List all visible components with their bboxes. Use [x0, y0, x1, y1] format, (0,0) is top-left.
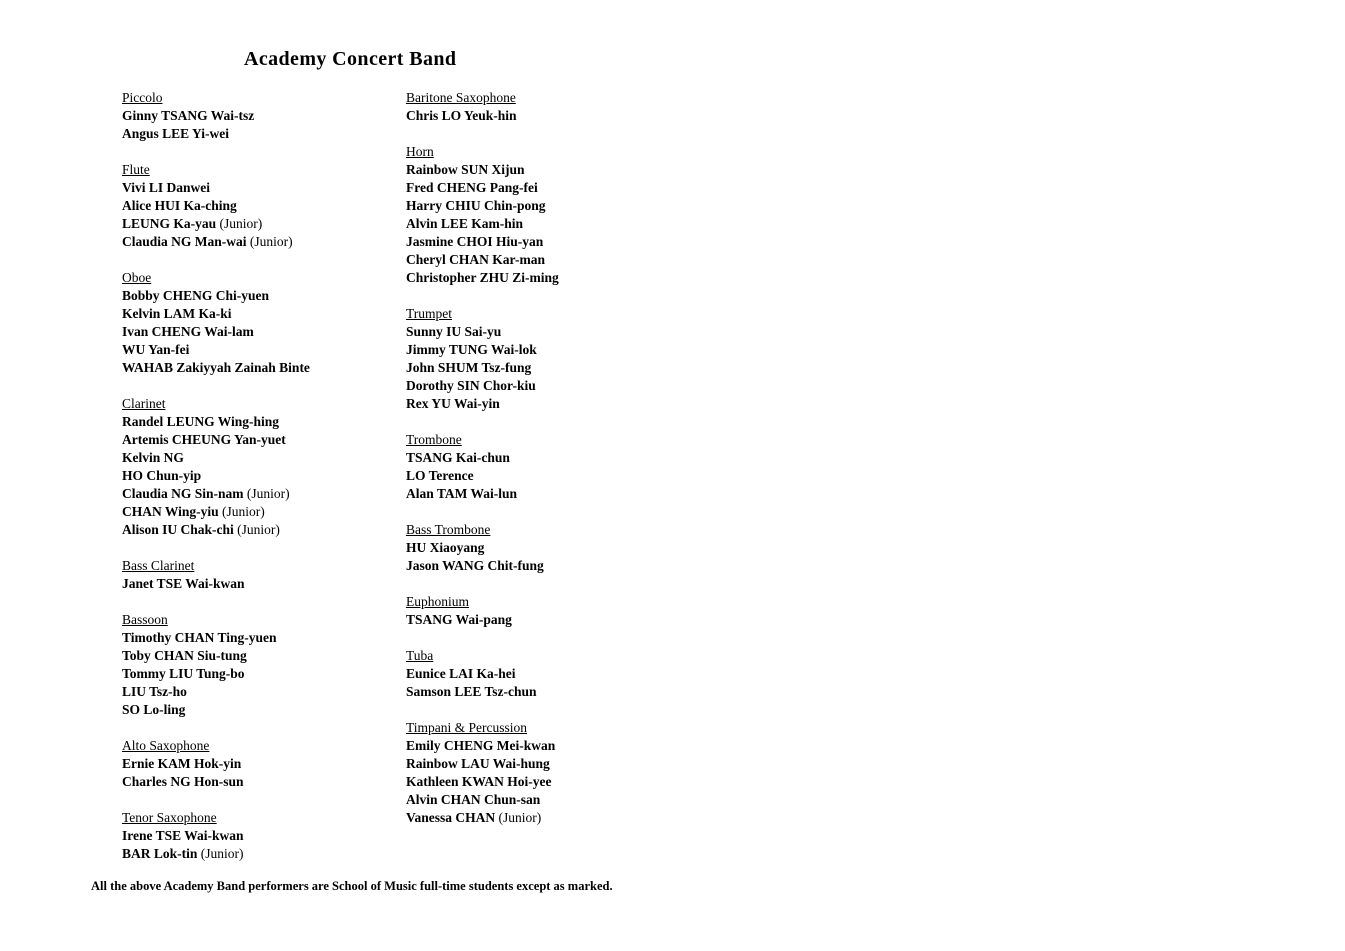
member-name-text: Chris LO Yeuk-hin — [406, 108, 517, 123]
member-name — [406, 179, 706, 197]
member-name — [122, 629, 422, 647]
member-name — [122, 683, 422, 701]
member-name — [122, 647, 422, 665]
instrument-section — [122, 611, 422, 719]
member-name — [406, 809, 706, 827]
member-name-text: Vanessa CHAN — [406, 810, 496, 825]
member-name — [122, 233, 422, 251]
member-name — [406, 611, 706, 629]
member-name — [406, 485, 706, 503]
member-name-text: Janet TSE Wai-kwan — [122, 576, 245, 591]
member-name — [406, 395, 706, 413]
member-junior-suffix: (Junior) — [498, 810, 542, 825]
member-name — [122, 449, 422, 467]
member-name — [406, 107, 706, 125]
member-name-text: Timothy CHAN Ting-yuen — [122, 630, 277, 645]
member-name — [122, 125, 422, 143]
member-name — [122, 773, 422, 791]
instrument-heading: Clarinet — [122, 396, 166, 411]
footer-note: All the above Academy Band performers are School of Music full-time students except as marked. — [91, 879, 613, 893]
member-name — [406, 665, 706, 683]
member-name-text: CHAN Wing-yiu — [122, 504, 219, 519]
roster-column-left — [122, 89, 422, 881]
member-name-text: WAHAB Zakiyyah Zainah Binte — [122, 360, 310, 375]
member-junior-suffix: (Junior) — [222, 504, 265, 519]
instrument-heading: Oboe — [122, 270, 152, 285]
member-name — [406, 377, 706, 395]
member-name-text: Alison IU Chak-chi — [122, 522, 234, 537]
member-name-text: Ivan CHENG Wai-lam — [122, 324, 254, 339]
member-name-text: HO Chun-yip — [122, 468, 202, 483]
member-name-text: Alvin LEE Kam-hin — [406, 216, 524, 231]
member-name — [122, 215, 422, 233]
instrument-section — [406, 593, 706, 629]
member-name — [122, 575, 422, 593]
member-name — [122, 503, 422, 521]
member-name — [122, 197, 422, 215]
instrument-heading: Timpani & Percussion — [406, 720, 528, 735]
member-name — [122, 287, 422, 305]
member-name-text: HU Xiaoyang — [406, 540, 485, 555]
page-title: Academy Concert Band — [244, 48, 457, 70]
member-name-text: Christopher ZHU Zi-ming — [406, 270, 559, 285]
member-name-text: Jasmine CHOI Hiu-yan — [406, 234, 544, 249]
member-name — [122, 701, 422, 719]
member-junior-suffix: (Junior) — [219, 216, 263, 231]
member-name — [406, 791, 706, 809]
member-name — [122, 827, 422, 845]
member-name — [406, 755, 706, 773]
member-name — [406, 215, 706, 233]
member-name-text: Kathleen KWAN Hoi-yee — [406, 774, 552, 789]
instrument-heading: Bassoon — [122, 612, 168, 627]
member-junior-suffix: (Junior) — [246, 486, 290, 501]
member-name-text: Vivi LI Danwei — [122, 180, 211, 195]
instrument-heading: Alto Saxophone — [122, 738, 210, 753]
member-name-text: Angus LEE Yi-wei — [122, 126, 230, 141]
instrument-section — [122, 161, 422, 251]
member-name-text: SO Lo-ling — [122, 702, 186, 717]
instrument-section — [406, 521, 706, 575]
member-name — [406, 197, 706, 215]
instrument-heading: Flute — [122, 162, 150, 177]
member-name — [406, 539, 706, 557]
member-name-text: Alan TAM Wai-lun — [406, 486, 518, 501]
member-junior-suffix: (Junior) — [249, 234, 293, 249]
instrument-heading: Bass Clarinet — [122, 558, 195, 573]
member-name — [406, 359, 706, 377]
member-name — [406, 467, 706, 485]
member-name-text: Claudia NG Sin-nam — [122, 486, 244, 501]
instrument-section — [122, 737, 422, 791]
member-name — [122, 107, 422, 125]
member-name — [406, 161, 706, 179]
member-name — [406, 737, 706, 755]
member-name — [122, 755, 422, 773]
member-name — [122, 413, 422, 431]
instrument-heading: Baritone Saxophone — [406, 90, 516, 105]
member-name-text: Fred CHENG Pang-fei — [406, 180, 538, 195]
member-name-text: Kelvin LAM Ka-ki — [122, 306, 232, 321]
member-name-text: Samson LEE Tsz-chun — [406, 684, 537, 699]
member-name-text: Bobby CHENG Chi-yuen — [122, 288, 270, 303]
member-name-text: Kelvin NG — [122, 450, 184, 465]
member-name-text: John SHUM Tsz-fung — [406, 360, 532, 375]
member-name-text: LIU Tsz-ho — [122, 684, 187, 699]
member-name-text: Cheryl CHAN Kar-man — [406, 252, 545, 267]
instrument-section — [122, 557, 422, 593]
member-name — [406, 233, 706, 251]
instrument-heading: Piccolo — [122, 90, 163, 105]
member-name — [406, 773, 706, 791]
member-name-text: Sunny IU Sai-yu — [406, 324, 502, 339]
member-name-text: Claudia NG Man-wai — [122, 234, 247, 249]
member-name-text: Ginny TSANG Wai-tsz — [122, 108, 255, 123]
member-name-text: LEUNG Ka-yau — [122, 216, 217, 231]
member-name — [406, 557, 706, 575]
instrument-heading: Euphonium — [406, 594, 469, 609]
instrument-heading: Trumpet — [406, 306, 453, 321]
member-name — [122, 323, 422, 341]
instrument-section — [406, 719, 706, 827]
member-name-text: Rainbow SUN Xijun — [406, 162, 525, 177]
member-name — [122, 485, 422, 503]
member-name — [406, 449, 706, 467]
member-name — [122, 359, 422, 377]
member-name — [406, 269, 706, 287]
member-name-text: Eunice LAI Ka-hei — [406, 666, 516, 681]
member-name-text: Ernie KAM Hok-yin — [122, 756, 242, 771]
member-name-text: LO Terence — [406, 468, 474, 483]
instrument-section — [406, 305, 706, 413]
instrument-section — [406, 431, 706, 503]
roster-column-right — [406, 89, 706, 845]
member-name — [122, 665, 422, 683]
member-junior-suffix: (Junior) — [200, 846, 244, 861]
member-name — [406, 323, 706, 341]
instrument-heading: Tuba — [406, 648, 434, 663]
member-name-text: Dorothy SIN Chor-kiu — [406, 378, 536, 393]
member-junior-suffix: (Junior) — [237, 522, 280, 537]
member-name-text: Randel LEUNG Wing-hing — [122, 414, 280, 429]
member-name — [122, 305, 422, 323]
member-name — [122, 431, 422, 449]
instrument-heading: Trombone — [406, 432, 462, 447]
member-name — [406, 251, 706, 269]
member-name-text: Harry CHIU Chin-pong — [406, 198, 546, 213]
member-name-text: Artemis CHEUNG Yan-yuet — [122, 432, 286, 447]
member-name-text: Tommy LIU Tung-bo — [122, 666, 245, 681]
member-name — [122, 521, 422, 539]
member-name-text: Charles NG Hon-sun — [122, 774, 244, 789]
member-name — [122, 179, 422, 197]
member-name-text: Rex YU Wai-yin — [406, 396, 500, 411]
instrument-section — [122, 395, 422, 539]
member-name — [122, 845, 422, 863]
member-name-text: BAR Lok-tin — [122, 846, 198, 861]
member-name-text: Jason WANG Chit-fung — [406, 558, 544, 573]
member-name-text: Alvin CHAN Chun-san — [406, 792, 541, 807]
member-name-text: WU Yan-fei — [122, 342, 190, 357]
instrument-section — [406, 143, 706, 287]
instrument-section — [406, 647, 706, 701]
member-name — [406, 341, 706, 359]
instrument-section — [122, 269, 422, 377]
instrument-heading: Horn — [406, 144, 434, 159]
instrument-heading: Bass Trombone — [406, 522, 491, 537]
member-name-text: Toby CHAN Siu-tung — [122, 648, 247, 663]
member-name-text: Irene TSE Wai-kwan — [122, 828, 244, 843]
instrument-section — [122, 809, 422, 863]
instrument-section — [122, 89, 422, 143]
member-name-text: Alice HUI Ka-ching — [122, 198, 237, 213]
member-name — [406, 683, 706, 701]
member-name-text: TSANG Wai-pang — [406, 612, 512, 627]
instrument-heading: Tenor Saxophone — [122, 810, 217, 825]
member-name-text: Emily CHENG Mei-kwan — [406, 738, 556, 753]
member-name — [122, 467, 422, 485]
member-name — [122, 341, 422, 359]
member-name-text: TSANG Kai-chun — [406, 450, 510, 465]
member-name-text: Jimmy TUNG Wai-lok — [406, 342, 537, 357]
instrument-section — [406, 89, 706, 125]
member-name-text: Rainbow LAU Wai-hung — [406, 756, 550, 771]
